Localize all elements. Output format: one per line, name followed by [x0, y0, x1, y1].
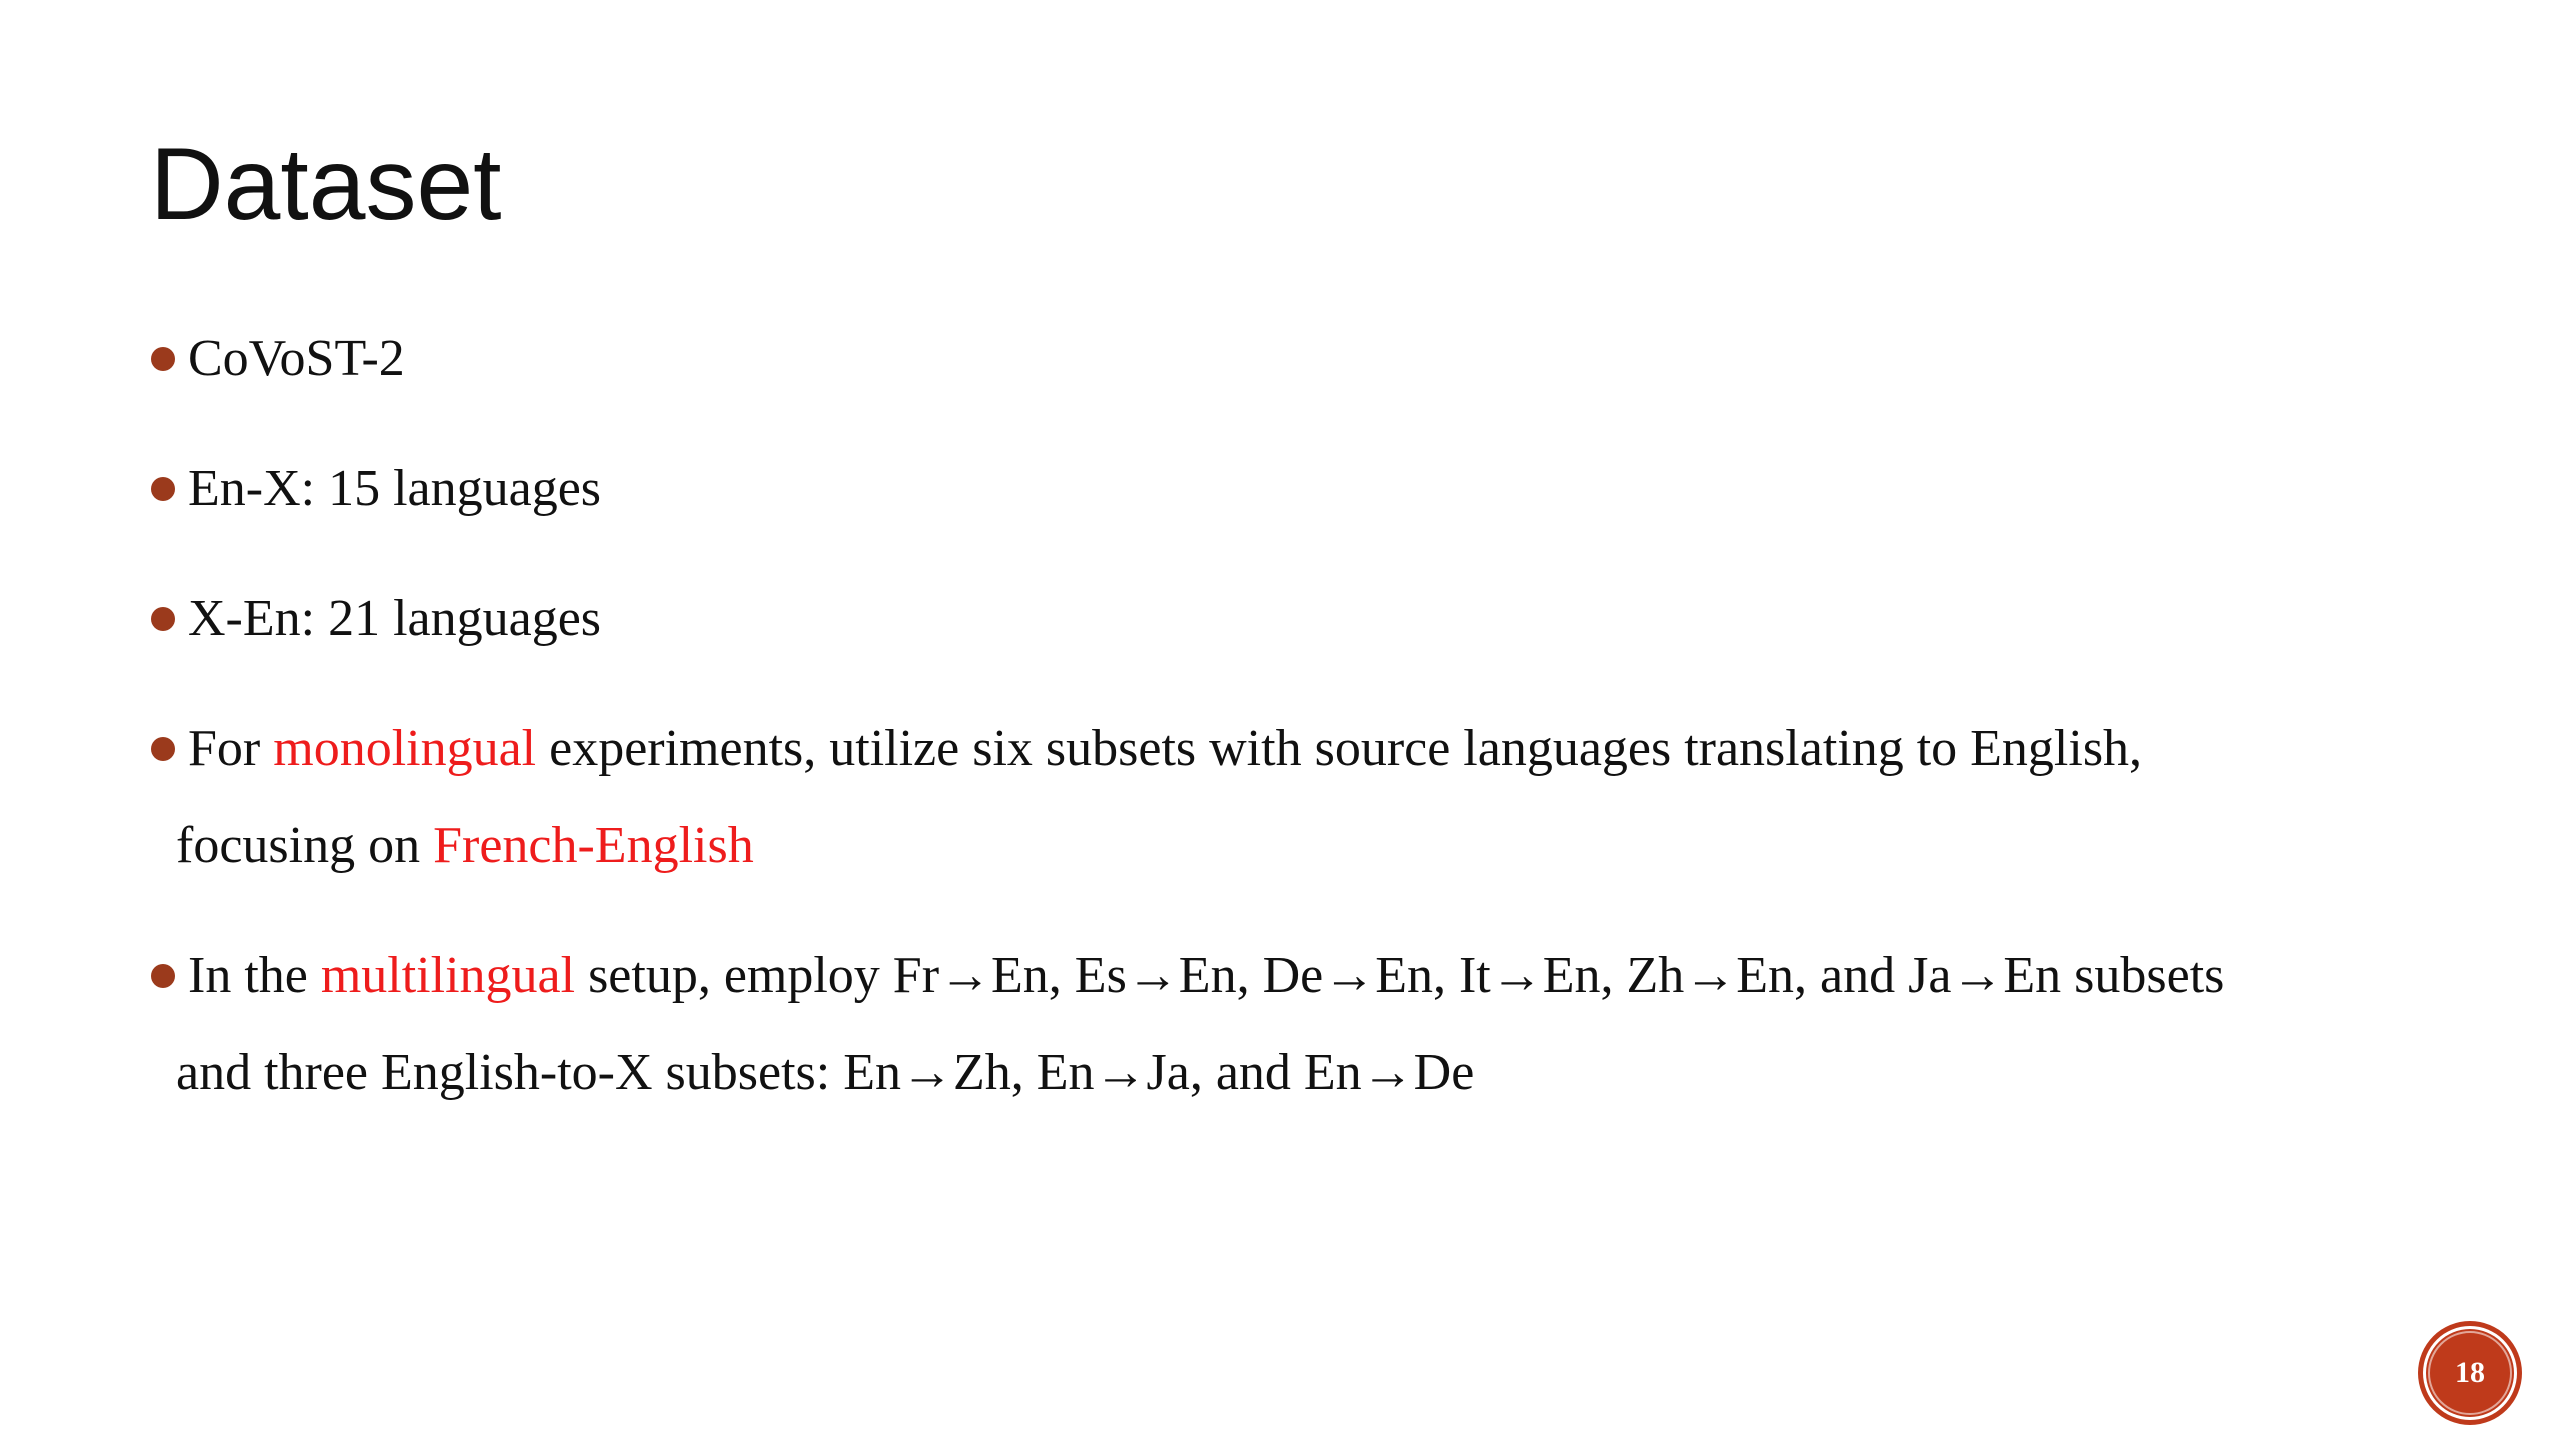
slide-title: Dataset: [150, 127, 502, 241]
highlight-french-english: French-English: [433, 817, 754, 874]
bullet-line-2: [176, 797, 2388, 894]
bullet-text-post: setup, employ Fr→En, Es→En, De→En, It→En, Zh→En, and Ja→En subsets: [575, 947, 2225, 1004]
bullet-text: X-En: 21 languages: [188, 590, 602, 647]
bullet-line-1: [188, 700, 2388, 797]
bullet-item-multilingual: [176, 927, 2388, 1121]
bullet-text-pre: In the: [188, 947, 321, 1004]
bullet-item-monolingual: [176, 700, 2388, 894]
page-number-badge: [2423, 1326, 2517, 1420]
bullet-text-pre: For: [188, 720, 274, 777]
bullet-dot-icon: [151, 477, 175, 501]
bullet-dot-icon: [151, 347, 175, 371]
bullet-item-covost: [188, 310, 2388, 407]
bullet-line-2: and three English-to-X subsets: En→Zh, En→Ja, and En→De: [176, 1044, 1475, 1101]
bullet-dot-icon: [151, 607, 175, 631]
bullet-text: En-X: 15 languages: [188, 460, 602, 517]
highlight-multilingual: multilingual: [320, 947, 576, 1004]
bullet-item-en-x: [188, 440, 2388, 537]
bullet-text-pre: focusing on: [176, 817, 434, 874]
page-number: 18: [2455, 1356, 2485, 1389]
bullet-dot-icon: [151, 964, 175, 988]
bullet-text-post: experiments, utilize six subsets with source languages translating to English,: [536, 720, 2143, 777]
bullet-line-1: [188, 927, 2388, 1024]
highlight-monolingual: monolingual: [273, 720, 537, 777]
bullet-item-x-en: [188, 570, 2388, 667]
bullet-text: CoVoST-2: [188, 330, 405, 387]
bullet-dot-icon: [151, 737, 175, 761]
